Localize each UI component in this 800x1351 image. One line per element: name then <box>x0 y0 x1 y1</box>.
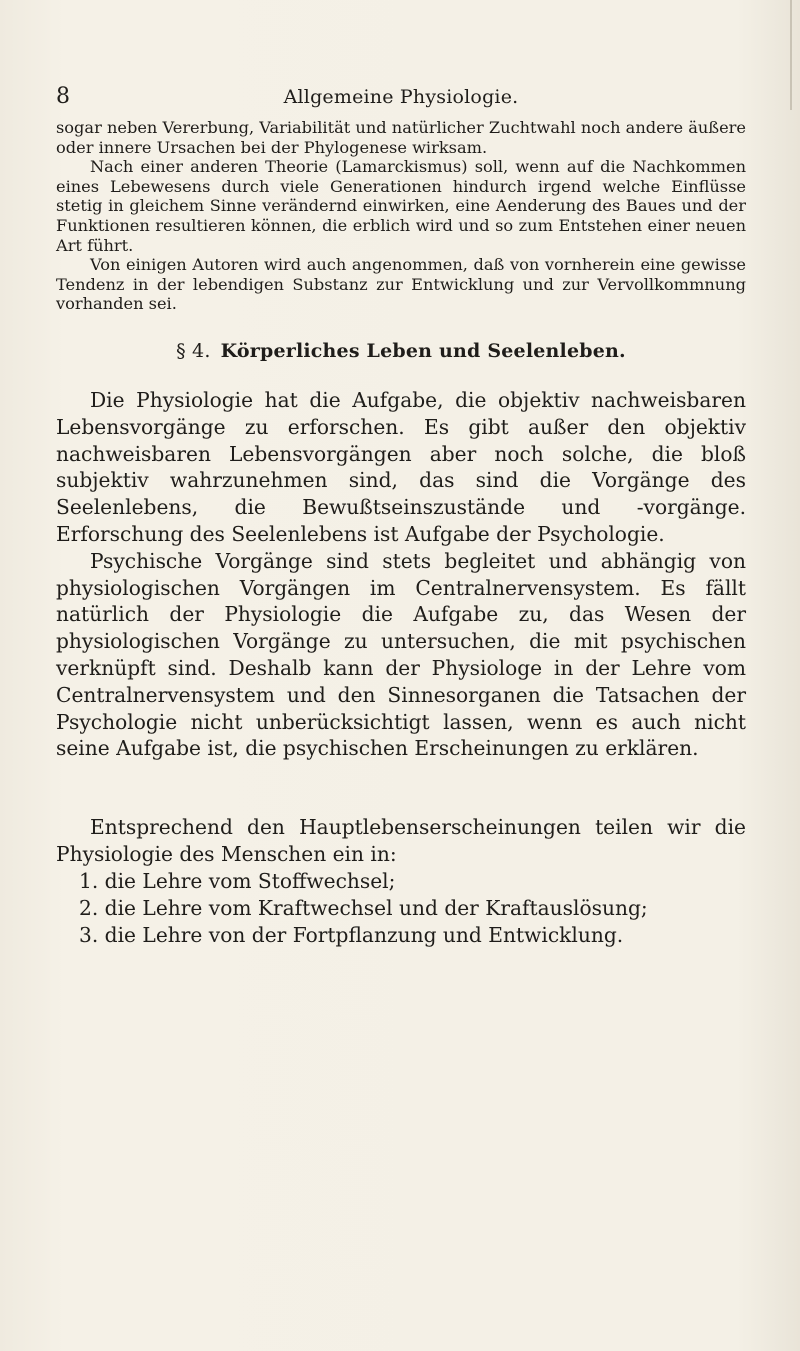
body-paragraph: Die Physiologie hat die Aufgabe, die objektiv nachweisbaren Lebensvorgänge zu erforschen. Es gibt außer den objektiv nachweisbaren Lebensvorgängen aber noch solche, die bloß subjektiv wahrzunehmen sind, das sind die Vorgänge des Seelenlebens, die Bewußtseinszustände und -vorgänge. Erforschung des Seelenlebens ist Aufgabe der Psychologie. <box>56 388 746 546</box>
section-title: Körperliches Leben und Seelenleben. <box>220 340 626 362</box>
page-edge-line <box>790 0 792 110</box>
intro-text-block <box>56 118 746 314</box>
intro-paragraph: sogar neben Vererbung, Variabilität und natürlicher Zuchtwahl noch andere äußere oder innere Ursachen bei der Phylogenese wirksam. <box>56 118 746 157</box>
closing-paragraph: Entsprechend den Hauptlebenserscheinungen teilen wir die Physiologie des Menschen ein in: <box>56 815 746 866</box>
topic-list <box>56 868 746 949</box>
page-header <box>56 84 746 114</box>
list-item: 1. die Lehre vom Stoffwechsel; <box>79 868 396 893</box>
body-paragraph: Psychische Vorgänge sind stets begleitet und abhängig von physiologischen Vorgängen im Centralnervensystem. Es fällt natürlich der Physiologie die Aufgabe zu, das Wesen der physiologischen Vorgänge zu untersuchen, die mit psychischen verknüpft sind. Deshalb kann der Physiologe in der Lehre vom Centralnervensystem und den Sinnesorganen die Tatsachen der Psychologie nicht unberücksichtigt lassen, wenn es auch nicht seine Aufgabe ist, die psychischen Erscheinungen zu erklären. <box>56 548 746 761</box>
section-heading <box>56 340 746 362</box>
intro-paragraph: Nach einer anderen Theorie (Lamarckismus) soll, wenn auf die Nachkommen eines Lebewesens durch viele Generationen hindurch irgend welche Einflüsse stetig in gleichem Sinne verändernd einwirken, eine Aenderung des Baues und der Funktionen resultieren können, die erblich wird und so zum Entstehen einer neuen Art führt. <box>56 157 746 255</box>
main-text-block <box>56 387 746 762</box>
running-head: Allgemeine Physiologie. <box>283 86 519 108</box>
section-number: § 4. <box>176 340 211 362</box>
list-item: 3. die Lehre von der Fortpflanzung und Entwicklung. <box>79 922 624 947</box>
classification-block <box>56 814 746 949</box>
list-item: 2. die Lehre vom Kraftwechsel und der Kraftauslösung; <box>79 895 648 920</box>
intro-paragraph: Von einigen Autoren wird auch angenommen, daß von vornherein eine gewisse Tendenz in der lebendigen Substanz zur Entwicklung und zur Vervollkommnung vorhanden sei. <box>56 255 746 314</box>
page-number: 8 <box>56 84 70 109</box>
